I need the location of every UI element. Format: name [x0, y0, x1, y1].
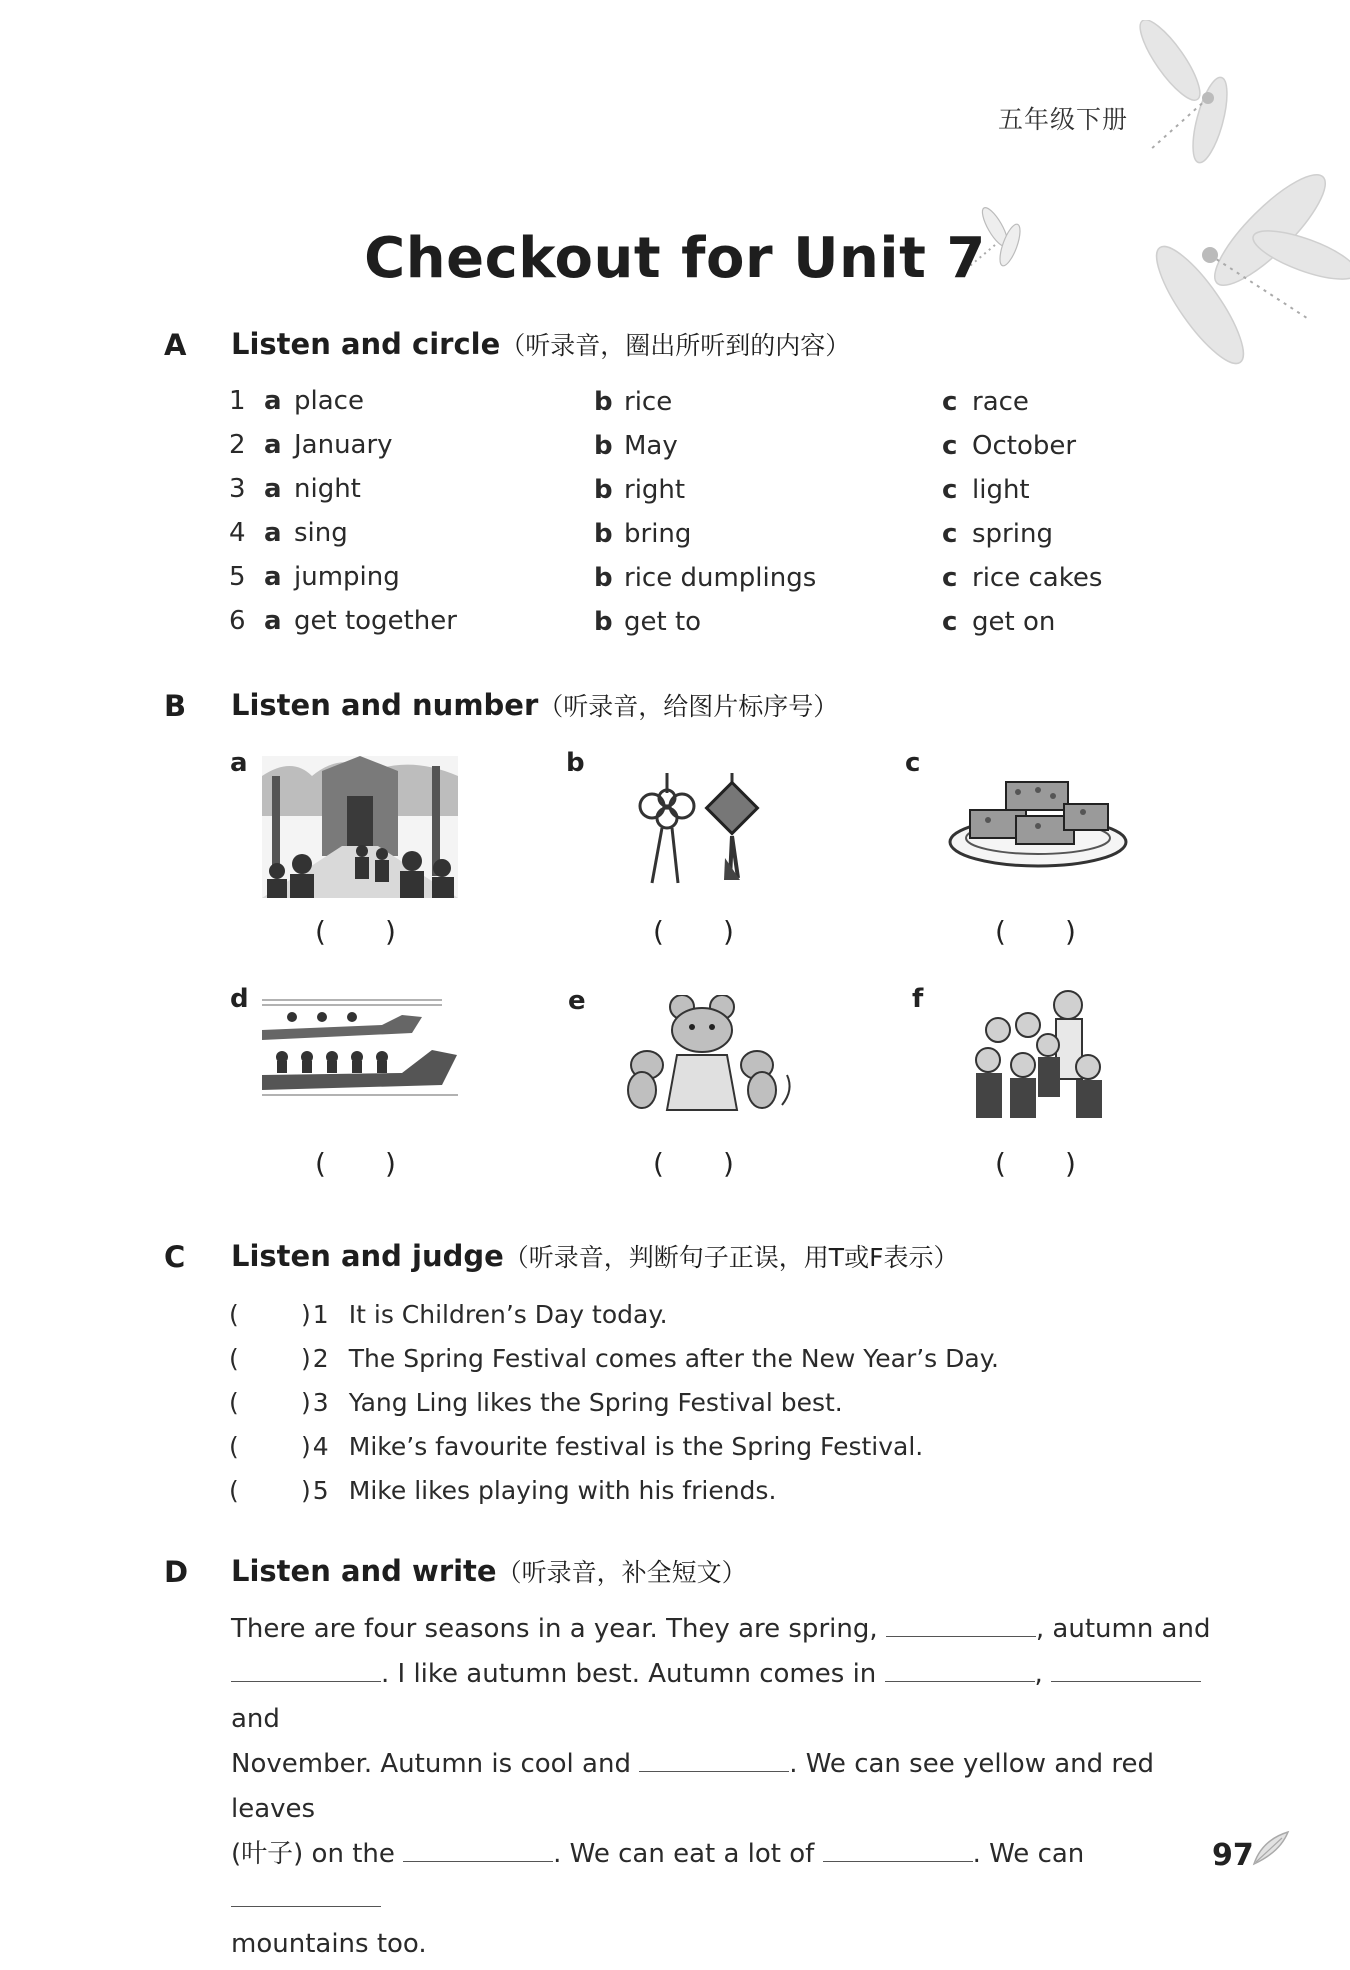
judge-item: [229, 1300, 668, 1329]
option-a[interactable]: [264, 430, 393, 460]
option-text: get on: [972, 607, 1056, 637]
paren-open: (: [315, 915, 326, 948]
picture-letter-d: d: [230, 984, 249, 1014]
answer-blank[interactable]: [231, 1657, 381, 1682]
paren-close: ): [723, 1147, 734, 1180]
option-b[interactable]: [594, 607, 701, 637]
passage-text: mountains too.: [231, 1929, 427, 1959]
section-d-title: [231, 1553, 747, 1589]
option-letter: b: [594, 607, 613, 637]
page-number: 97: [1212, 1838, 1254, 1873]
option-text: spring: [972, 519, 1053, 549]
option-b[interactable]: [594, 519, 691, 549]
passage-text: November. Autumn is cool and: [231, 1749, 631, 1779]
option-text: rice dumplings: [624, 563, 817, 593]
answer-parentheses-e[interactable]: [653, 1147, 734, 1180]
answer-blank[interactable]: [1051, 1657, 1201, 1682]
option-c[interactable]: [942, 431, 1076, 461]
question-number: 4: [229, 518, 246, 548]
passage-text: and: [231, 1704, 280, 1734]
answer-paren-open[interactable]: (: [229, 1432, 239, 1461]
section-d-note: （听录音，补全短文）: [496, 1558, 747, 1587]
answer-paren-close: ): [301, 1300, 311, 1329]
section-b-note: （听录音，给图片标序号）: [538, 692, 839, 721]
option-letter: a: [264, 606, 282, 636]
rice-cakes-picture: [948, 772, 1128, 872]
judge-item: [229, 1432, 923, 1461]
answer-parentheses-c[interactable]: [995, 915, 1076, 948]
section-d-letter: D: [164, 1555, 189, 1589]
passage-text: ,: [1034, 1659, 1043, 1689]
judge-item: [229, 1344, 999, 1373]
option-letter: c: [942, 431, 958, 461]
option-a[interactable]: [264, 562, 400, 592]
question-number: 1: [229, 386, 246, 416]
option-text: light: [972, 475, 1030, 505]
option-letter: c: [942, 387, 958, 417]
option-b[interactable]: [594, 475, 685, 505]
option-letter: a: [264, 430, 282, 460]
picture-letter-e: e: [568, 986, 586, 1016]
paren-open: (: [995, 915, 1006, 948]
passage-text: . I like autumn best. Autumn comes in: [381, 1659, 877, 1689]
option-a[interactable]: [264, 518, 348, 548]
section-c-letter: C: [164, 1240, 186, 1274]
section-a-title: [231, 326, 850, 362]
option-letter: b: [594, 475, 613, 505]
option-letter: a: [264, 562, 282, 592]
option-b[interactable]: [594, 563, 816, 593]
section-d-title-text: Listen and write: [231, 1554, 497, 1588]
section-a-title-text: Listen and circle: [231, 327, 501, 361]
paren-close: ): [385, 1147, 396, 1180]
option-text: rice cakes: [972, 563, 1103, 593]
dragonfly-decoration-icon: [1130, 20, 1350, 370]
option-text: night: [294, 474, 361, 504]
option-text: October: [972, 431, 1077, 461]
passage-text: . We can eat a lot of: [553, 1839, 815, 1869]
answer-blank[interactable]: [639, 1747, 789, 1772]
leaf-icon: [1252, 1830, 1292, 1866]
paren-open: (: [653, 915, 664, 948]
option-letter: c: [942, 475, 958, 505]
section-c-title-text: Listen and judge: [231, 1239, 504, 1273]
option-c[interactable]: [942, 563, 1102, 593]
item-text: Mike likes playing with his friends.: [348, 1476, 777, 1505]
option-text: January: [294, 430, 393, 460]
section-a-note: （听录音，圈出所听到的内容）: [500, 331, 851, 360]
option-text: right: [624, 475, 686, 505]
question-number: 3: [229, 474, 246, 504]
option-c[interactable]: [942, 475, 1030, 505]
answer-blank[interactable]: [231, 1882, 381, 1907]
paren-open: (: [995, 1147, 1006, 1180]
section-c-note: （听录音，判断句子正误，用T或F表示）: [503, 1243, 959, 1272]
option-b[interactable]: [594, 387, 672, 417]
option-letter: c: [942, 563, 958, 593]
answer-blank[interactable]: [885, 1657, 1035, 1682]
picture-letter-c: c: [905, 748, 921, 778]
paren-close: ): [723, 915, 734, 948]
option-text: sing: [294, 518, 348, 548]
paren-close: ): [1065, 1147, 1076, 1180]
chinese-knots-picture: [622, 768, 782, 888]
answer-blank[interactable]: [403, 1837, 553, 1862]
option-c[interactable]: [942, 387, 1029, 417]
mice-picture: [622, 995, 798, 1115]
passage-text: There are four seasons in a year. They are spring,: [231, 1614, 878, 1644]
option-text: bring: [624, 519, 692, 549]
section-b-title: [231, 687, 838, 723]
section-b-letter: B: [164, 689, 187, 723]
option-a[interactable]: [264, 474, 361, 504]
option-a[interactable]: [264, 386, 364, 416]
item-text: Yang Ling likes the Spring Festival best.: [348, 1388, 843, 1417]
passage-text: . We can see yellow and red leaves: [231, 1749, 1155, 1824]
option-letter: c: [942, 607, 958, 637]
option-letter: b: [594, 519, 613, 549]
question-number: 2: [229, 430, 246, 460]
item-number: 5: [312, 1476, 329, 1505]
section-d-passage: [231, 1607, 1231, 1967]
option-text: place: [294, 386, 364, 416]
question-number: 6: [229, 606, 246, 636]
question-number: 5: [229, 562, 246, 592]
item-text: The Spring Festival comes after the New Year’s Day.: [348, 1344, 999, 1373]
option-text: get together: [294, 606, 457, 636]
option-text: get to: [624, 607, 702, 637]
passage-text: . We can: [972, 1839, 1085, 1869]
passage-text: (叶子) on the: [231, 1839, 395, 1869]
option-text: May: [624, 431, 678, 461]
dragon-boat-picture: [262, 995, 458, 1107]
answer-paren-close: ): [301, 1344, 311, 1373]
option-a[interactable]: [264, 606, 457, 636]
item-number: 1: [312, 1300, 329, 1329]
answer-parentheses-b[interactable]: [653, 915, 734, 948]
section-c-title: [231, 1238, 958, 1274]
answer-parentheses-f[interactable]: [995, 1147, 1076, 1180]
answer-paren-close: ): [301, 1476, 311, 1505]
answer-paren-open[interactable]: (: [229, 1476, 239, 1505]
option-c[interactable]: [942, 519, 1053, 549]
page-title: Checkout for Unit 7: [364, 226, 986, 291]
picture-letter-a: a: [230, 748, 248, 778]
option-letter: b: [594, 563, 613, 593]
section-a-letter: A: [164, 328, 187, 362]
option-text: jumping: [294, 562, 400, 592]
item-text: It is Children’s Day today.: [348, 1300, 668, 1329]
item-number: 2: [312, 1344, 329, 1373]
answer-paren-close: ): [301, 1432, 311, 1461]
answer-paren-open[interactable]: (: [229, 1388, 239, 1417]
option-letter: a: [264, 474, 282, 504]
option-text: race: [972, 387, 1029, 417]
option-letter: b: [594, 387, 613, 417]
answer-paren-close: ): [301, 1388, 311, 1417]
item-text: Mike’s favourite festival is the Spring Festival.: [348, 1432, 924, 1461]
item-number: 4: [312, 1432, 329, 1461]
paren-close: ): [385, 915, 396, 948]
judge-item: [229, 1476, 776, 1505]
option-letter: b: [594, 431, 613, 461]
answer-blank[interactable]: [823, 1837, 973, 1862]
judge-item: [229, 1388, 843, 1417]
answer-paren-open[interactable]: (: [229, 1300, 239, 1329]
answer-parentheses-d[interactable]: [315, 1147, 396, 1180]
option-c[interactable]: [942, 607, 1055, 637]
paren-open: (: [653, 1147, 664, 1180]
answer-blank[interactable]: [886, 1612, 1036, 1637]
section-b-title-text: Listen and number: [231, 688, 539, 722]
paren-close: ): [1065, 915, 1076, 948]
answer-paren-open[interactable]: (: [229, 1344, 239, 1373]
grade-label: 五年级下册: [998, 105, 1129, 134]
picture-letter-f: f: [912, 984, 924, 1014]
option-letter: c: [942, 519, 958, 549]
option-b[interactable]: [594, 431, 678, 461]
answer-parentheses-a[interactable]: [315, 915, 396, 948]
option-letter: a: [264, 386, 282, 416]
option-letter: a: [264, 518, 282, 548]
option-text: rice: [624, 387, 673, 417]
picture-letter-b: b: [566, 748, 585, 778]
children-group-picture: [968, 985, 1114, 1120]
temple-crowd-picture: [262, 756, 458, 898]
item-number: 3: [312, 1388, 329, 1417]
passage-text: , autumn and: [1035, 1614, 1211, 1644]
paren-open: (: [315, 1147, 326, 1180]
